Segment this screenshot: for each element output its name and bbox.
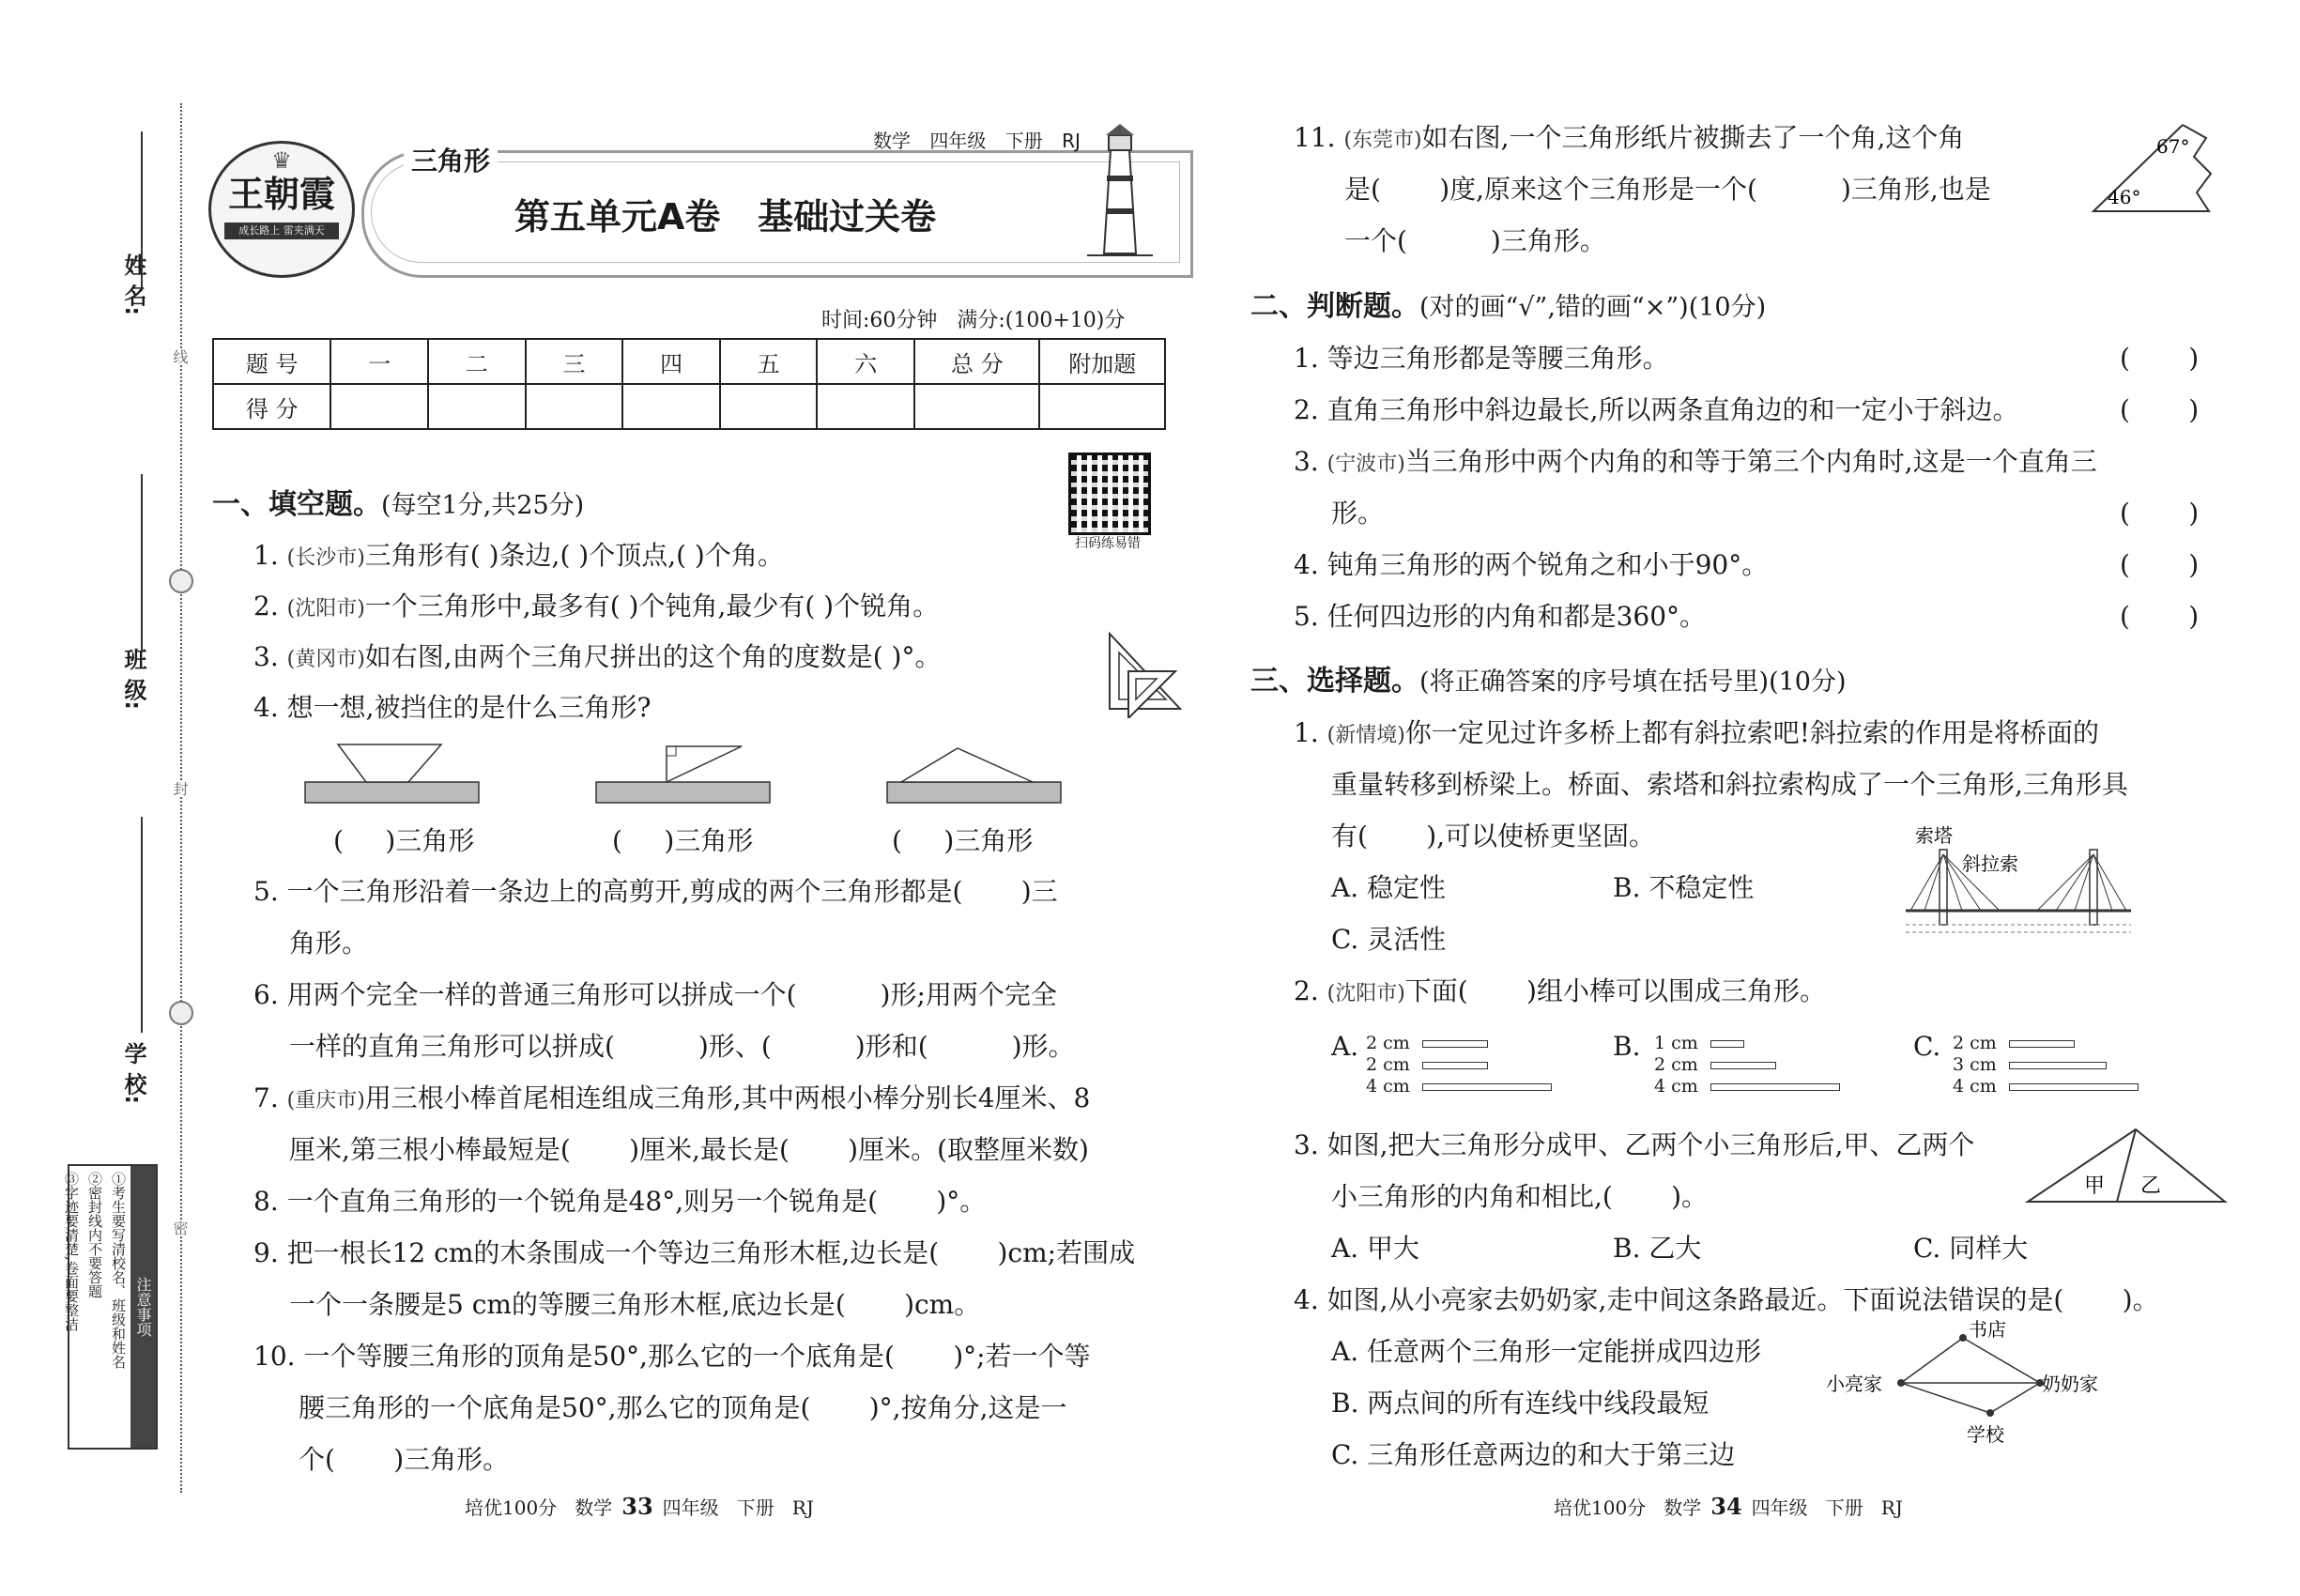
q4-blank-2[interactable]: ( )三角形: [612, 825, 754, 856]
section3-title: 三、选择题。(将正确答案的序号填在括号里)(10分): [1250, 665, 1847, 698]
route-map-figure: [1826, 1319, 2098, 1455]
tf-item-3: 3. (宁波市)当三角形中两个内角的和等于第三个内角时,这是一个直角三: [1294, 446, 2097, 477]
label-grandma-home: 奶奶家: [2042, 1373, 2098, 1395]
label-jia: 甲: [2084, 1174, 2106, 1198]
stick-length: 1 cm: [1654, 1033, 1698, 1053]
stick-length: 2 cm: [1366, 1054, 1410, 1075]
score-header-cell: 二: [428, 339, 526, 384]
mc-3-option-c[interactable]: C. 同样大: [1913, 1233, 2029, 1264]
seal-circle-icon: [169, 1001, 193, 1025]
tag-edition: RJ: [1062, 130, 1081, 152]
stick-length: 3 cm: [1953, 1054, 1997, 1075]
lighthouse-icon: [1078, 122, 1162, 263]
tf-item-4: 4. 钝角三角形的两个锐角之和小于90°。: [1294, 549, 1769, 580]
stick-length: 2 cm: [1654, 1054, 1698, 1075]
seal-circle-icon: [169, 569, 193, 593]
qr-code-inner: [1071, 455, 1148, 532]
seal-mark-feng: 封: [171, 781, 189, 796]
school-field[interactable]: [141, 817, 143, 1033]
score-header-cell: 附加题: [1039, 339, 1165, 384]
stick-group-b: [1654, 1033, 1840, 1097]
label-school: 学校: [1967, 1423, 2004, 1446]
question-5: 5. 一个三角形沿着一条边上的高剪开,剪成的两个三角形都是( )三: [253, 876, 1058, 907]
section1-title: 一、填空题。(每空1分,共25分): [212, 488, 585, 521]
tf-answer-4[interactable]: ( ): [2120, 549, 2200, 580]
notice-box: [63, 1164, 158, 1450]
mc-4-option-b[interactable]: B. 两点间的所有连线中线段最短: [1331, 1388, 1710, 1419]
question-11-cont: 是( )度,原来这个三角形是一个( )三角形,也是: [1344, 174, 1991, 205]
stick: [2009, 1083, 2139, 1091]
mc-1-option-b[interactable]: B. 不稳定性: [1613, 872, 1755, 903]
stick-length: 4 cm: [1654, 1076, 1698, 1097]
mc-question-1-cont: 重量转移到桥梁上。桥面、索塔和斜拉索构成了一个三角形,三角形具: [1331, 769, 2128, 800]
tf-answer-2[interactable]: ( ): [2120, 394, 2200, 425]
mc-2-option-c[interactable]: C.: [1913, 1031, 1941, 1062]
name-label: 姓 名:: [120, 253, 146, 315]
stick-length: 4 cm: [1953, 1076, 1997, 1097]
question-5-cont: 角形。: [289, 928, 369, 959]
score-cell[interactable]: [720, 384, 818, 429]
dotted-seal-line: [180, 103, 182, 1493]
mc-question-1: 1. (新情境)你一定见过许多桥上都有斜拉索吧!斜拉索的作用是将桥面的: [1294, 717, 2100, 748]
tag-subject: 数学: [873, 130, 911, 152]
subject-tags: [873, 126, 1081, 153]
label-cable: 斜拉索: [1962, 852, 2018, 875]
question-7: 7. (重庆市)用三根小棒首尾相连组成三角形,其中两根小棒分别长4厘米、8: [253, 1082, 1091, 1113]
school-label: 学 校:: [120, 1042, 146, 1104]
tag-term: 下册: [1004, 130, 1043, 152]
seal-mark-xian: 线: [171, 349, 189, 364]
qr-caption: 扫码练易错: [1075, 536, 1141, 551]
mc-1-option-c[interactable]: C. 灵活性: [1331, 924, 1447, 955]
question-11-line: 11. (东莞市)如右图,一个三角形纸片被撕去了一个角,这个角: [1294, 122, 1965, 153]
stick-row: [1654, 1076, 1840, 1097]
mc-question-3: 3. 如图,把大三角形分成甲、乙两个小三角形后,甲、乙两个: [1294, 1129, 1975, 1160]
notice-title: 注意事项: [130, 1166, 156, 1448]
score-cell[interactable]: [817, 384, 914, 429]
name-field[interactable]: [141, 131, 143, 291]
notice-item: ③字迹要清楚,卷面要整洁: [63, 1172, 80, 1331]
unit-tag: 三角形: [404, 141, 498, 178]
brand-name: 王朝霞: [227, 173, 335, 215]
stick-row: [1366, 1054, 1552, 1076]
score-header-cell: 总 分: [914, 339, 1039, 384]
score-table-header-row: [213, 339, 1165, 384]
score-header-cell: 题 号: [213, 339, 330, 384]
label-tower: 索塔: [1915, 824, 1953, 847]
stick-group-c: [1953, 1033, 2139, 1097]
question-10: 10. 一个等腰三角形的顶角是50°,那么它的一个底角是( )°;若一个等: [253, 1341, 1091, 1372]
tf-answer-3[interactable]: ( ): [2120, 498, 2200, 529]
class-label: 班 级:: [120, 648, 146, 710]
score-header-cell: 一: [330, 339, 428, 384]
footer-left: 培优100分 数学 33 四年级 下册 RJ: [465, 1493, 814, 1520]
mc-3-option-a[interactable]: A. 甲大: [1331, 1233, 1420, 1264]
cable-bridge-figure: [1906, 821, 2131, 939]
tf-item-2: 2. 直角三角形中斜边最长,所以两条直角边的和一定小于斜边。: [1294, 394, 2019, 425]
score-header-cell: 五: [720, 339, 818, 384]
stick: [1710, 1083, 1840, 1091]
question-4: 4. 想一想,被挡住的是什么三角形?: [253, 692, 652, 723]
angle-label-67: 67°: [2156, 135, 2190, 158]
stick-row: [1366, 1033, 1552, 1054]
score-table-row: [213, 384, 1165, 429]
label-yi: 乙: [2140, 1174, 2162, 1198]
mc-2-option-a[interactable]: A.: [1331, 1031, 1359, 1062]
question-1: 1. (长沙市)三角形有( )条边,( )个顶点,( )个角。: [253, 540, 784, 571]
mc-question-1-cont: 有( ),可以使桥更坚固。: [1331, 821, 1656, 852]
question-8: 8. 一个直角三角形的一个锐角是48°,则另一个锐角是( )°。: [253, 1186, 987, 1217]
section2-title: 二、判断题。(对的画“√”,错的画“×”)(10分): [1250, 290, 1767, 323]
stick: [1422, 1083, 1552, 1091]
angle-label-46: 46°: [2108, 186, 2141, 208]
stick-length: 4 cm: [1366, 1076, 1410, 1097]
question-7-cont: 厘米,第三根小棒最短是( )厘米,最长是( )厘米。(取整厘米数): [289, 1134, 1089, 1165]
stick: [1710, 1062, 1776, 1069]
stick: [1710, 1040, 1744, 1048]
score-cell[interactable]: [428, 384, 526, 429]
stick: [1422, 1040, 1488, 1048]
brand-crown-icon: ♛: [271, 147, 292, 174]
page-title: 第五单元A卷 基础过关卷: [514, 196, 937, 238]
stick-row: [1953, 1033, 2139, 1054]
tf-answer-5[interactable]: ( ): [2120, 601, 2200, 632]
question-6-cont: 一样的直角三角形可以拼成( )形、( )形和( )形。: [289, 1031, 1075, 1062]
class-field[interactable]: [141, 474, 143, 652]
stick-row: [1654, 1054, 1840, 1076]
tf-item-3-cont: 形。: [1331, 498, 1385, 529]
score-row-label: 得 分: [213, 384, 330, 429]
torn-triangle-figure: [2089, 117, 2220, 221]
mc-question-3-cont: 小三角形的内角和相比,( )。: [1331, 1181, 1709, 1212]
score-header-cell: 六: [817, 339, 914, 384]
stick-length: 2 cm: [1953, 1033, 1997, 1053]
score-cell[interactable]: [1039, 384, 1165, 429]
time-info: 时间:60分钟 满分:(100+10)分: [821, 309, 1126, 332]
notice-item: ①考生要写清校名、班级和姓名: [110, 1172, 127, 1369]
question-2: 2. (沈阳市)一个三角形中,最多有( )个钝角,最少有( )个锐角。: [253, 591, 940, 622]
stick: [1422, 1062, 1488, 1069]
tf-item-5: 5. 任何四边形的内角和都是360°。: [1294, 601, 1707, 632]
label-bookstore: 书店: [1969, 1319, 2006, 1341]
score-cell[interactable]: [526, 384, 623, 429]
stick-row: [1366, 1076, 1552, 1097]
label-xiaoliang-home: 小亮家: [1826, 1373, 1882, 1395]
brand-slogan: 成长路上 雷夹满天: [224, 223, 339, 239]
mc-2-option-b[interactable]: B.: [1613, 1031, 1641, 1062]
mc-4-option-c[interactable]: C. 三角形任意两边的和大于第三边: [1331, 1439, 1736, 1470]
mc-question-2: 2. (沈阳市)下面( )组小棒可以围成三角形。: [1294, 975, 1826, 1006]
notice-item: ②密封线内不要答题: [86, 1172, 103, 1298]
score-cell[interactable]: [330, 384, 428, 429]
mc-question-4: 4. 如图,从小亮家去奶奶家,走中间这条路最近。下面说法错误的是( )。: [1294, 1284, 2159, 1315]
stick-group-a: [1366, 1033, 1552, 1097]
question-9-cont: 一个一条腰是5 cm的等腰三角形木框,底边长是( )cm。: [289, 1289, 981, 1320]
stick: [2009, 1062, 2107, 1069]
tag-grade: 四年级: [929, 130, 987, 152]
stick-row: [1953, 1054, 2139, 1076]
score-cell[interactable]: [622, 384, 720, 429]
q4-blank-1[interactable]: ( )三角形: [333, 825, 475, 856]
mc-3-option-b[interactable]: B. 乙大: [1613, 1233, 1702, 1264]
page-number: 34: [1710, 1493, 1742, 1520]
mc-1-option-a[interactable]: A. 稳定性: [1331, 872, 1447, 903]
score-header-cell: 三: [526, 339, 623, 384]
question-11-cont: 一个( )三角形。: [1344, 225, 1606, 256]
footer-right: 培优100分 数学 34 四年级 下册 RJ: [1554, 1493, 1903, 1520]
question-6: 6. 用两个完全一样的普通三角形可以拼成一个( )形;用两个完全: [253, 979, 1057, 1010]
tf-item-1: 1. 等边三角形都是等腰三角形。: [1294, 343, 1669, 374]
question-3: 3. (黄冈市)如右图,由两个三角尺拼出的这个角的度数是( )°。: [253, 641, 942, 672]
brand-logo: [208, 141, 355, 278]
score-cell[interactable]: [914, 384, 1039, 429]
page-number: 33: [621, 1493, 653, 1520]
mc-4-option-a[interactable]: A. 任意两个三角形一定能拼成四边形: [1331, 1336, 1762, 1367]
stick-row: [1654, 1033, 1840, 1054]
stick-length: 2 cm: [1366, 1033, 1410, 1053]
score-header-cell: 四: [622, 339, 720, 384]
question-10-cont: 腰三角形的一个底角是50°,那么它的顶角是( )°,按角分,这是一: [299, 1392, 1067, 1423]
stick: [2009, 1040, 2075, 1048]
score-table: [212, 338, 1166, 430]
split-triangle-figure: [2023, 1122, 2230, 1206]
hidden-triangle-figures: [300, 737, 1070, 812]
question-9: 9. 把一根长12 cm的木条围成一个等边三角形木框,边长是( )cm;若围成: [253, 1237, 1136, 1268]
tf-answer-1[interactable]: ( ): [2120, 343, 2200, 374]
q4-blank-3[interactable]: ( )三角形: [892, 825, 1034, 856]
stick-row: [1953, 1076, 2139, 1097]
question-10-cont: 个( )三角形。: [299, 1444, 510, 1475]
set-square-figure: [1100, 629, 1189, 718]
seal-mark-mi: 密: [171, 1220, 189, 1235]
